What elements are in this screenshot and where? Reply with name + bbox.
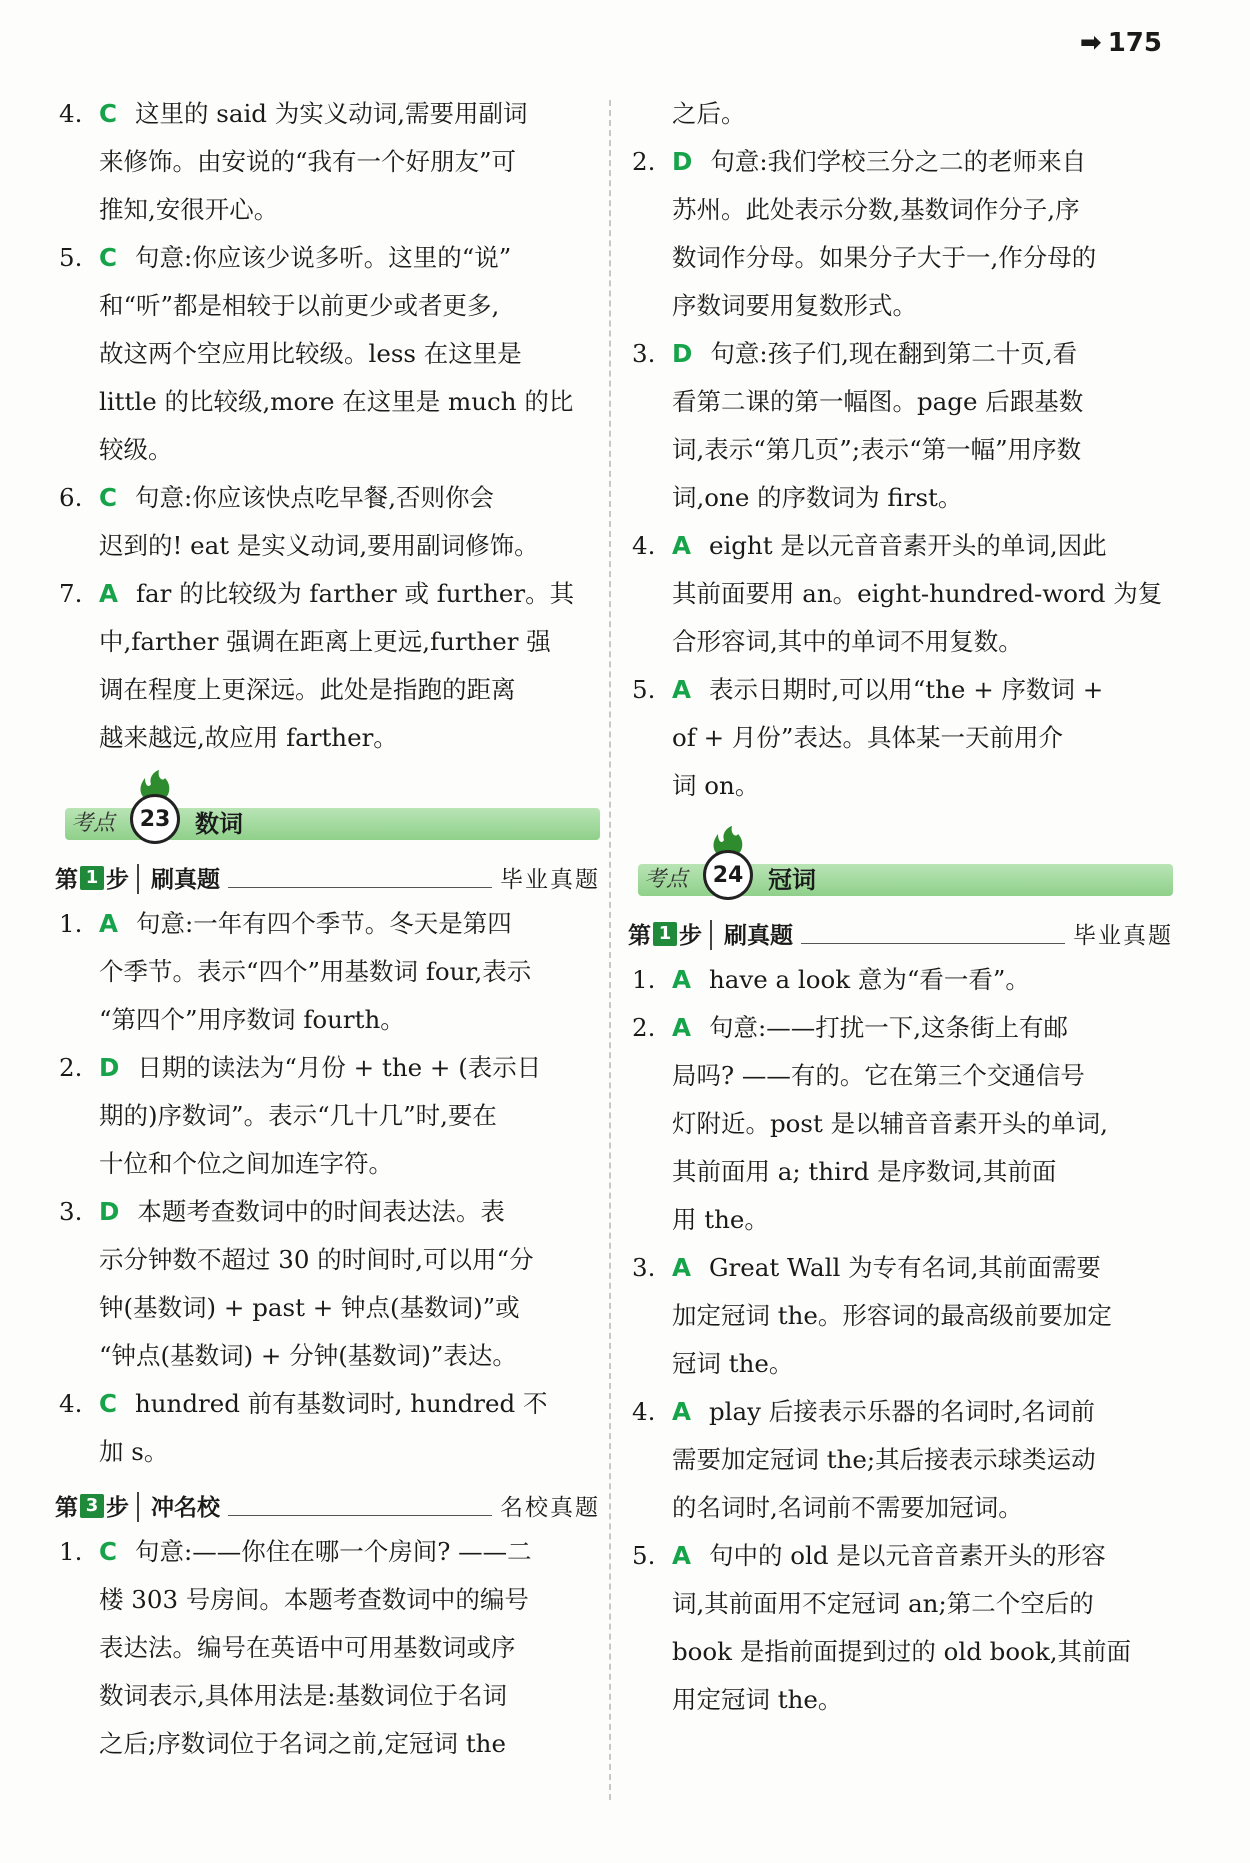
explanation-line: 需要加定冠词 the;其后接表示球类运动 bbox=[672, 1445, 1096, 1474]
step-name: 刷真题 bbox=[724, 923, 793, 949]
explanation-line: 冠词 the。 bbox=[672, 1349, 794, 1378]
answer-item bbox=[55, 900, 600, 948]
explanation-line: 之后;序数词位于名词之前,定冠词 the bbox=[99, 1729, 506, 1758]
answer-item bbox=[55, 90, 600, 138]
answer-item bbox=[55, 1044, 600, 1092]
answer-letter: D bbox=[99, 1053, 120, 1082]
explanation-line: little 的比较级,more 在这里是 much 的比 bbox=[99, 387, 574, 416]
answer-item bbox=[55, 570, 600, 618]
arrow-right-icon: ➡ bbox=[1079, 28, 1102, 58]
step-separator bbox=[710, 920, 714, 950]
item-number: 3. bbox=[59, 1197, 83, 1226]
left-column bbox=[55, 90, 600, 1768]
item-number: 6. bbox=[59, 483, 83, 512]
answer-letter: C bbox=[99, 483, 117, 512]
answer-item bbox=[628, 1388, 1173, 1436]
right-step1-answers bbox=[628, 956, 1173, 1724]
step-rule bbox=[801, 943, 1065, 944]
step-number-badge: 1 bbox=[653, 922, 677, 946]
explanation-line: 其前面用 a; third 是序数词,其前面 bbox=[672, 1157, 1057, 1186]
explanation-line: hundred 前有基数词时, hundred 不 bbox=[134, 1389, 548, 1418]
explanation-line: 局吗? ——有的。它在第三个交通信号 bbox=[672, 1061, 1085, 1090]
step-rule bbox=[228, 887, 492, 888]
explanation-line: 用 the。 bbox=[672, 1205, 769, 1234]
explanation-line: 加 s。 bbox=[99, 1437, 169, 1466]
step-name: 刷真题 bbox=[151, 867, 220, 893]
step-separator bbox=[137, 1492, 141, 1522]
explanation-line: 其前面要用 an。eight-hundred-word 为复 bbox=[672, 579, 1163, 608]
item-number: 1. bbox=[59, 1537, 83, 1566]
explanation-line: 加定冠词 the。形容词的最高级前要加定 bbox=[672, 1301, 1112, 1330]
explanation-line: 看第二课的第一幅图。page 后跟基数 bbox=[672, 387, 1084, 416]
answer-letter: A bbox=[99, 579, 118, 608]
step-prefix: 第 bbox=[55, 1495, 78, 1521]
topic-header-24 bbox=[628, 832, 1173, 902]
step-prefix: 第 bbox=[55, 867, 78, 893]
explanation-line: 合形容词,其中的单词不用复数。 bbox=[672, 627, 1023, 656]
column-divider bbox=[609, 100, 611, 1800]
explanation-line: 和“听”都是相较于以前更少或者更多, bbox=[99, 291, 500, 320]
continued-text: 之后。 bbox=[672, 99, 746, 128]
left-intro-answers bbox=[55, 90, 600, 762]
step-tag: 毕业真题 bbox=[500, 867, 600, 893]
right-column bbox=[628, 90, 1173, 1724]
explanation-line: have a look 意为“看一看”。 bbox=[708, 965, 1030, 994]
explanation-line: 词,表示“第几页”;表示“第一幅”用序数 bbox=[672, 435, 1082, 464]
explanation-line: 钟(基数词) + past + 钟点(基数词)”或 bbox=[99, 1293, 520, 1322]
explanation-line: 表示日期时,可以用“the + 序数词 + bbox=[708, 675, 1104, 704]
step-1-header bbox=[628, 908, 1173, 950]
explanation-line: 数词作分母。如果分子大于一,作分母的 bbox=[672, 243, 1097, 272]
step-tag: 毕业真题 bbox=[1073, 923, 1173, 949]
topic-name: 冠词 bbox=[768, 866, 816, 894]
explanation-line: of + 月份”表达。具体某一天前用介 bbox=[672, 723, 1063, 752]
explanation-line: 句意:——你住在哪一个房间? ——二 bbox=[134, 1537, 532, 1566]
answer-letter: C bbox=[99, 99, 117, 128]
answer-letter: D bbox=[672, 147, 693, 176]
explanation-line: 数词表示,具体用法是:基数词位于名词 bbox=[99, 1681, 508, 1710]
item-number: 4. bbox=[632, 1397, 656, 1426]
answer-letter: D bbox=[672, 339, 693, 368]
topic-number: 24 bbox=[703, 850, 753, 900]
step-rule bbox=[228, 1515, 492, 1516]
answer-item bbox=[55, 1380, 600, 1428]
item-number: 4. bbox=[632, 531, 656, 560]
explanation-line: 句意:——打扰一下,这条街上有邮 bbox=[708, 1013, 1069, 1042]
step-name: 冲名校 bbox=[151, 1495, 220, 1521]
item-number: 2. bbox=[632, 1013, 656, 1042]
step-suffix: 步 bbox=[106, 867, 129, 893]
item-number: 5. bbox=[59, 243, 83, 272]
answer-letter: A bbox=[672, 965, 691, 994]
answer-letter: C bbox=[99, 1537, 117, 1566]
step-label bbox=[628, 917, 702, 950]
item-number: 5. bbox=[632, 675, 656, 704]
topic-label: 考点 bbox=[71, 811, 116, 836]
item-number: 1. bbox=[59, 909, 83, 938]
answer-letter: A bbox=[672, 675, 691, 704]
answer-item bbox=[628, 956, 1173, 1004]
explanation-line: 表达法。编号在英语中可用基数词或序 bbox=[99, 1633, 516, 1662]
explanation-line: 来修饰。由安说的“我有一个好朋友”可 bbox=[99, 147, 517, 176]
explanation-line: 的名词时,名词前不需要加冠词。 bbox=[672, 1493, 1023, 1522]
item-number: 3. bbox=[632, 339, 656, 368]
answer-letter: A bbox=[99, 909, 118, 938]
explanation-line: 越来越远,故应用 farther。 bbox=[99, 723, 398, 752]
answer-letter: A bbox=[672, 1541, 691, 1570]
explanation-line: “钟点(基数词) + 分钟(基数词)”表达。 bbox=[99, 1341, 517, 1370]
answer-letter: C bbox=[99, 1389, 117, 1418]
explanation-line: “第四个”用序数词 fourth。 bbox=[99, 1005, 405, 1034]
step-1-header bbox=[55, 852, 600, 894]
explanation-line: 词 on。 bbox=[672, 771, 760, 800]
answer-item bbox=[628, 666, 1173, 714]
explanation-line: 推知,安很开心。 bbox=[99, 195, 279, 224]
explanation-line: 用定冠词 the。 bbox=[672, 1685, 843, 1714]
explanation-line: 十位和个位之间加连字符。 bbox=[99, 1149, 393, 1178]
item-number: 4. bbox=[59, 99, 83, 128]
explanation-line: 日期的读法为“月份 + the + (表示日 bbox=[137, 1053, 542, 1082]
page-number-text: 175 bbox=[1107, 28, 1162, 58]
answer-item bbox=[628, 1244, 1173, 1292]
item-number: 5. bbox=[632, 1541, 656, 1570]
answer-letter: A bbox=[672, 1397, 691, 1426]
explanation-line: 楼 303 号房间。本题考查数词中的编号 bbox=[99, 1585, 529, 1614]
step-number-badge: 1 bbox=[80, 866, 104, 890]
step-label bbox=[55, 1489, 129, 1522]
item-number: 4. bbox=[59, 1389, 83, 1418]
answer-item bbox=[55, 1528, 600, 1576]
explanation-line: 示分钟数不超过 30 的时间时,可以用“分 bbox=[99, 1245, 534, 1274]
right-intro-answers bbox=[628, 138, 1173, 810]
explanation-line: 这里的 said 为实义动词,需要用副词 bbox=[134, 99, 528, 128]
explanation-line: 词,one 的序数词为 first。 bbox=[672, 483, 963, 512]
topic-number: 23 bbox=[130, 794, 180, 844]
answer-item bbox=[55, 234, 600, 282]
explanation-line: far 的比较级为 farther 或 further。其 bbox=[135, 579, 575, 608]
answer-item bbox=[628, 330, 1173, 378]
explanation-line: 迟到的! eat 是实义动词,要用副词修饰。 bbox=[99, 531, 539, 560]
explanation-line: 期的)序数词”。表示“几十几”时,要在 bbox=[99, 1101, 497, 1130]
explanation-line: 句意:我们学校三分之二的老师来自 bbox=[710, 147, 1087, 176]
step-3-header bbox=[55, 1480, 600, 1522]
answer-letter: A bbox=[672, 531, 691, 560]
answer-letter: A bbox=[672, 1013, 691, 1042]
answer-item bbox=[628, 1532, 1173, 1580]
answer-item bbox=[628, 138, 1173, 186]
item-number: 2. bbox=[632, 147, 656, 176]
explanation-line: 句意:你应该少说多听。这里的“说” bbox=[134, 243, 512, 272]
explanation-line: 序数词要用复数形式。 bbox=[672, 291, 917, 320]
explanation-line: 句意:一年有四个季节。冬天是第四 bbox=[135, 909, 512, 938]
explanation-line: play 后接表示乐器的名词时,名词前 bbox=[708, 1397, 1096, 1426]
explanation-line: 故这两个空应用比较级。less 在这里是 bbox=[99, 339, 522, 368]
step-suffix: 步 bbox=[679, 923, 702, 949]
answer-letter: C bbox=[99, 243, 117, 272]
topic-name: 数词 bbox=[195, 810, 243, 838]
step-separator bbox=[137, 864, 141, 894]
left-step3-answers bbox=[55, 1528, 600, 1768]
left-step1-answers bbox=[55, 900, 600, 1476]
answer-item bbox=[628, 522, 1173, 570]
explanation-line: book 是指前面提到过的 old book,其前面 bbox=[672, 1637, 1131, 1666]
explanation-line: 中,farther 强调在距离上更远,further 强 bbox=[99, 627, 551, 656]
step-number-badge: 3 bbox=[80, 1494, 104, 1518]
step-prefix: 第 bbox=[628, 923, 651, 949]
step-label bbox=[55, 861, 129, 894]
explanation-line: 调在程度上更深远。此处是指跑的距离 bbox=[99, 675, 516, 704]
explanation-line: 本题考查数词中的时间表达法。表 bbox=[137, 1197, 505, 1226]
topic-label: 考点 bbox=[644, 867, 689, 892]
explanation-line: eight 是以元音音素开头的单词,因此 bbox=[708, 531, 1107, 560]
answer-letter: A bbox=[672, 1253, 691, 1282]
step-suffix: 步 bbox=[106, 1495, 129, 1521]
item-number: 1. bbox=[632, 965, 656, 994]
page-number bbox=[1080, 28, 1162, 58]
explanation-line: 较级。 bbox=[99, 435, 173, 464]
explanation-line: 个季节。表示“四个”用基数词 four,表示 bbox=[99, 957, 532, 986]
explanation-line: 苏州。此处表示分数,基数词作分子,序 bbox=[672, 195, 1080, 224]
explanation-line: 句意:孩子们,现在翻到第二十页,看 bbox=[710, 339, 1078, 368]
item-number: 3. bbox=[632, 1253, 656, 1282]
item-number: 2. bbox=[59, 1053, 83, 1082]
explanation-line: Great Wall 为专有名词,其前面需要 bbox=[708, 1253, 1101, 1282]
step-tag: 名校真题 bbox=[500, 1495, 600, 1521]
item-number: 7. bbox=[59, 579, 83, 608]
answer-item bbox=[55, 1188, 600, 1236]
answer-letter: D bbox=[99, 1197, 120, 1226]
explanation-line: 句意:你应该快点吃早餐,否则你会 bbox=[134, 483, 495, 512]
explanation-line: 句中的 old 是以元音音素开头的形容 bbox=[708, 1541, 1106, 1570]
explanation-line: 灯附近。post 是以辅音音素开头的单词, bbox=[672, 1109, 1108, 1138]
topic-header-23 bbox=[55, 776, 600, 846]
answer-item bbox=[628, 1004, 1173, 1052]
explanation-line: 词,其前面用不定冠词 an;第二个空后的 bbox=[672, 1589, 1094, 1618]
answer-item bbox=[55, 474, 600, 522]
